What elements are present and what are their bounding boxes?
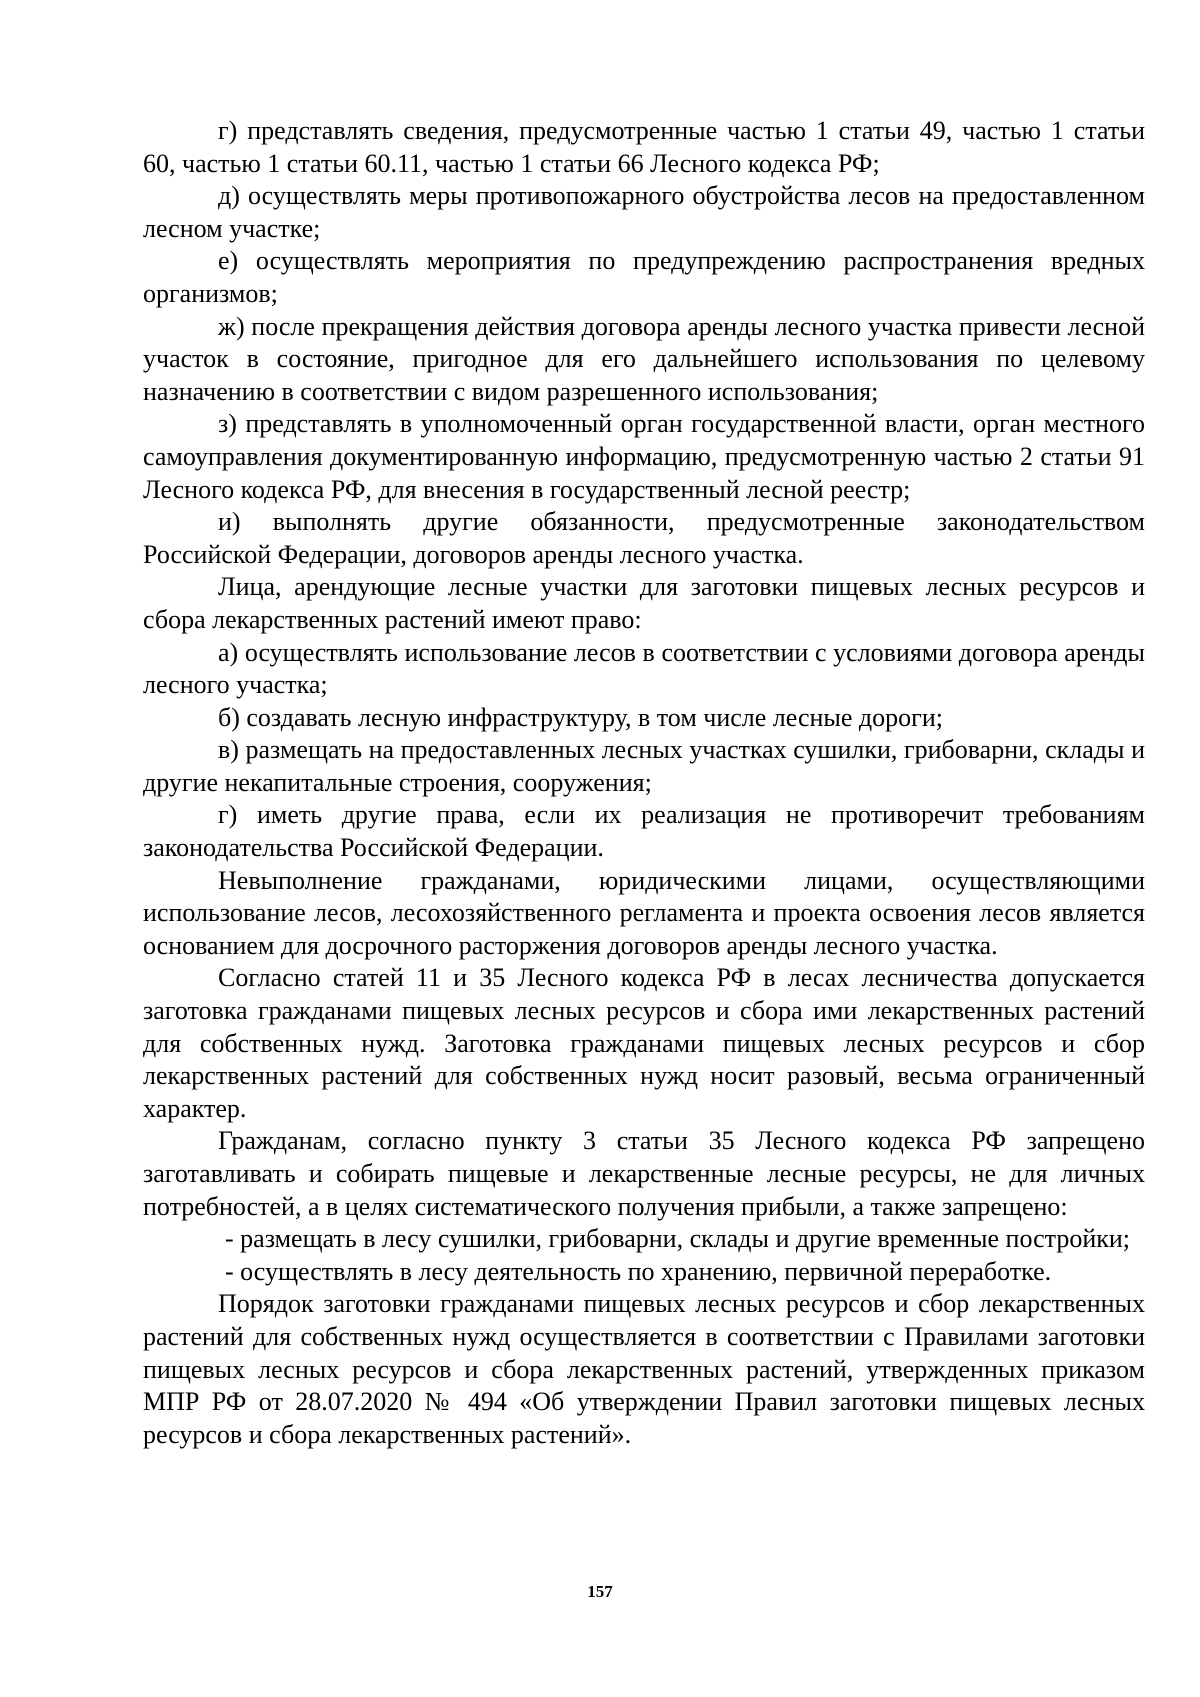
paragraph-prohibitions: Гражданам, согласно пункту 3 статьи 35 Лесного кодекса РФ запрещено заготавливать и собирать пищевые и лекарственные лесные ресурсы, не для личных потребностей, а в целях систематического получения прибыли, а также запрещено: [143, 1126, 1145, 1221]
paragraph-prohibition-2: - осуществлять в лесу деятельность по хранению, первичной переработке. [225, 1256, 1052, 1286]
paragraph-tenant-rights-intro: Лица, арендующие лесные участки для заготовки пищевых лесных ресурсов и сбора лекарственных растений имеют право: [143, 572, 1145, 634]
paragraph-item-g: г) представлять сведения, предусмотренные частью 1 статьи 49, частью 1 статьи 60, частью 1 статьи 60.11, частью 1 статьи 66 Лесного кодекса РФ; [143, 116, 1145, 178]
paragraph-right-a: а) осуществлять использование лесов в соответствии с условиями договора аренды лесного участка; [143, 637, 1145, 700]
paragraph-item-i: и) выполнять другие обязанности, предусмотренные законодательством Российской Федерации, договоров аренды лесного участка. [143, 507, 1145, 569]
paragraph-item-e: е) осуществлять мероприятия по предупреждению распространения вредных организмов; [143, 246, 1145, 308]
paragraph-procedure: Порядок заготовки гражданами пищевых лесных ресурсов и сбор лекарственных растений для собственных нужд осуществляется в соответствии с Правилами заготовки пищевых лесных ресурсов и сбора лекарственных растений, утвержденных приказом МПР РФ от 28.07.2020 № 494 «Об утверждении Правил заготовки пищевых лесных ресурсов и сбора лекарственных растений». [143, 1289, 1145, 1449]
paragraph-prohibition-1: - размещать в лесу сушилки, грибоварни, склады и другие временные постройки; [225, 1224, 1131, 1254]
paragraph-own-needs: Согласно статей 11 и 35 Лесного кодекса РФ в лесах лесничества допускается заготовка гражданами пищевых лесных ресурсов и сбора ими лекарственных растений для собственных нужд. Заготовка гражданами пищевых лесных ресурсов и сбор лекарственных растений для собственных нужд носит разовый, весьма ограниченный характер. [143, 963, 1145, 1123]
paragraph-right-g: г) иметь другие права, если их реализация не противоречит требованиям законодательства Российской Федерации. [143, 800, 1145, 863]
page-number: 157 [587, 1582, 613, 1601]
paragraph-termination: Невыполнение гражданами, юридическими лицами, осуществляющими использование лесов, лесохозяйственного регламента и проекта освоения лесов является основанием для досрочного расторжения договоров аренды лесного участка. [143, 865, 1145, 960]
paragraph-right-b: б) создавать лесную инфраструктуру, в том числе лесные дороги; [218, 702, 943, 732]
document-body [143, 115, 1145, 1451]
paragraph-item-z: з) представлять в уполномоченный орган государственной власти, орган местного самоуправления документированную информацию, предусмотренную частью 2 статьи 91 Лесного кодекса РФ, для внесения в государственный лесной реестр; [143, 409, 1145, 504]
paragraph-right-v: в) размещать на предоставленных лесных участках сушилки, грибоварни, склады и другие некапитальные строения, сооружения; [143, 735, 1145, 797]
paragraph-item-zh: ж) после прекращения действия договора аренды лесного участка привести лесной участок в состояние, пригодное для его дальнейшего использования по целевому назначению в соответствии с видом разрешенного использования; [143, 311, 1145, 406]
paragraph-item-d: д) осуществлять меры противопожарного обустройства лесов на предоставленном лесном участке; [143, 181, 1145, 243]
